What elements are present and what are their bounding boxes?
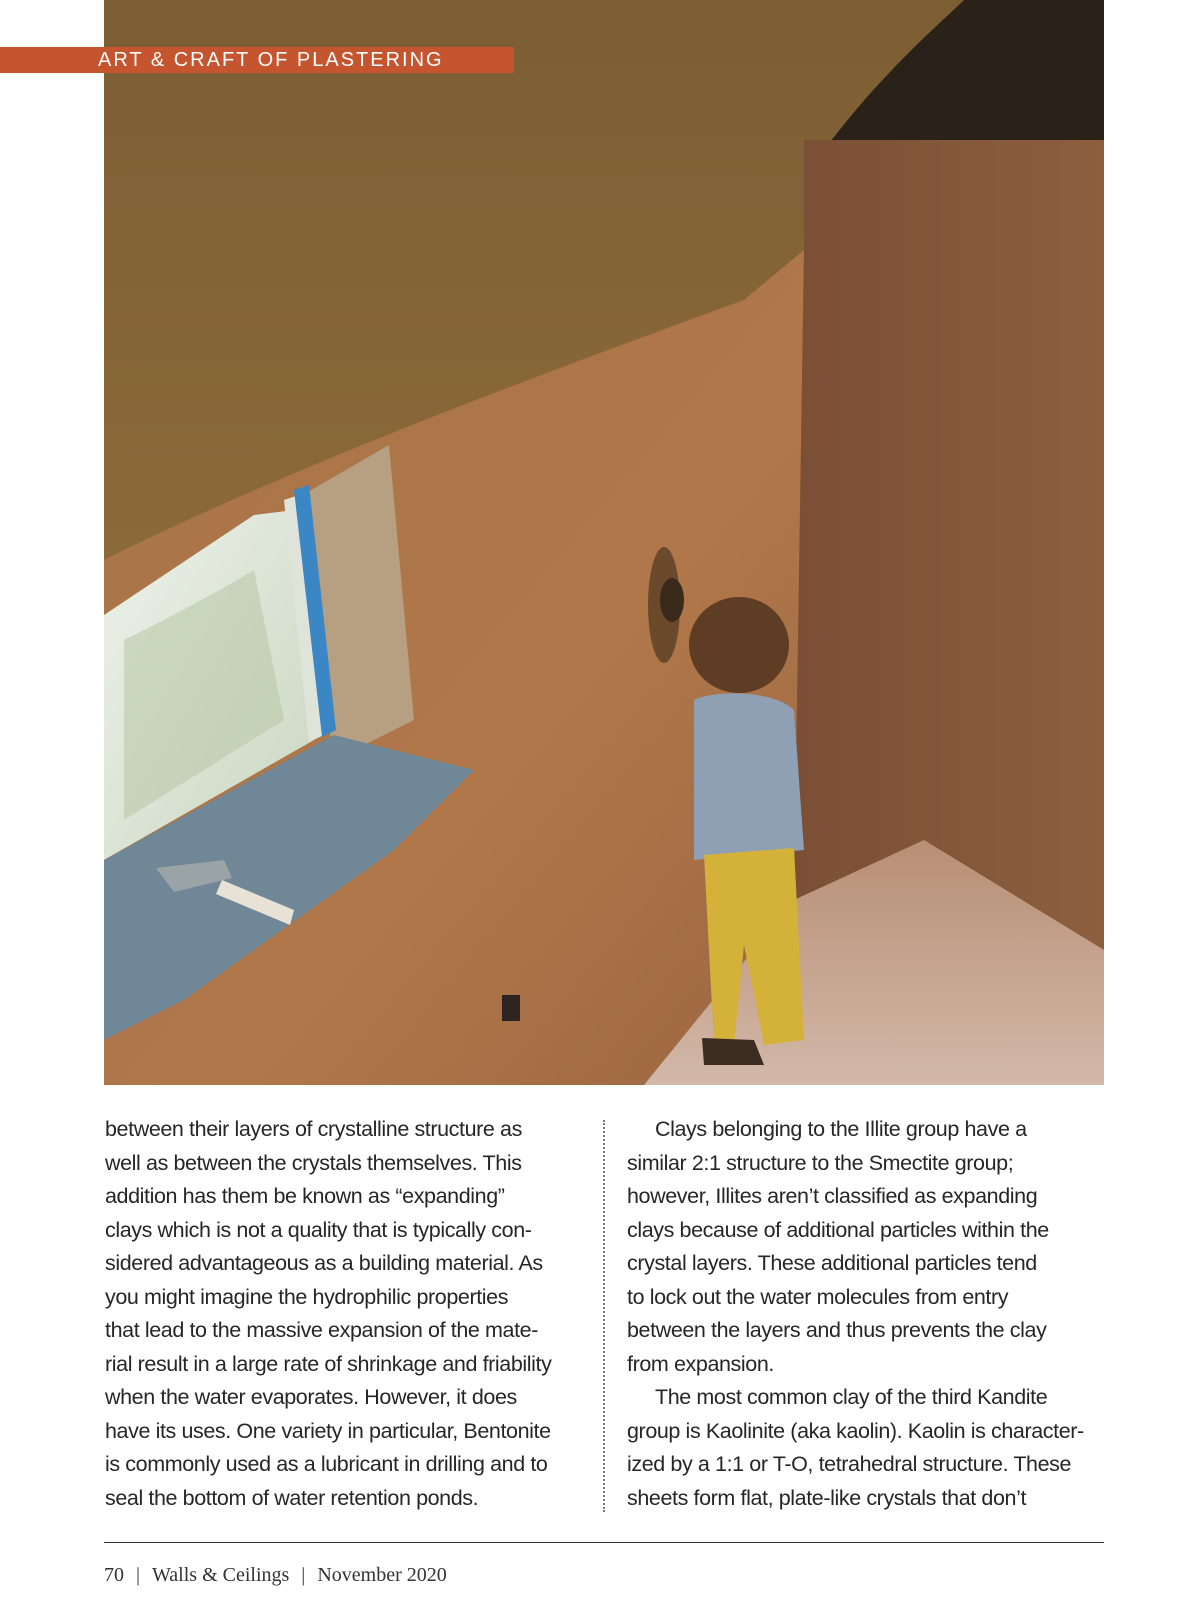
page-footer: [104, 1564, 447, 1587]
float-handle: [660, 578, 684, 622]
article-line: crystal layers. These additional particles tend: [627, 1251, 1037, 1275]
footer-separator: |: [136, 1564, 141, 1586]
publication-name: Walls & Ceilings: [152, 1564, 290, 1586]
page-number: 70: [104, 1564, 124, 1586]
article-line: that lead to the massive expansion of the mate-: [105, 1318, 538, 1342]
article-line: ized by a 1:1 or T-O, tetrahedral structure. These: [627, 1452, 1072, 1476]
article-line: between the layers and thus prevents the clay: [627, 1318, 1047, 1342]
article-line: between their layers of crystalline structure as: [105, 1117, 522, 1141]
article-line: sheets form flat, plate-like crystals that don’t: [627, 1485, 1027, 1510]
article-line: Clays belonging to the Illite group have a: [655, 1117, 1027, 1141]
photo-illustration: [104, 0, 1104, 1085]
article-line: similar 2:1 structure to the Smectite group;: [627, 1150, 1014, 1175]
article-line: clays because of additional particles within the: [627, 1217, 1049, 1242]
article-line: from expansion.: [627, 1351, 774, 1376]
wall-outlet: [502, 995, 520, 1021]
article-line: is commonly used as a lubricant in drilling and to: [105, 1452, 548, 1476]
article-line: clays which is not a quality that is typically con-: [105, 1217, 532, 1242]
article-line: however, Illites aren’t classified as expanding: [627, 1184, 1038, 1208]
article-line: when the water evaporates. However, it does: [105, 1385, 517, 1409]
column-divider: [603, 1120, 605, 1512]
article-line: well as between the crystals themselves. This: [105, 1150, 522, 1175]
article-photo: [104, 0, 1104, 1085]
issue-date: November 2020: [317, 1564, 447, 1586]
article-line: sidered advantageous as a building material. As: [105, 1251, 543, 1275]
article-line: you might imagine the hydrophilic properties: [105, 1284, 509, 1309]
side-wall: [794, 140, 1104, 950]
article-line: rial result in a large rate of shrinkage and friability: [105, 1351, 552, 1376]
footer-separator: |: [301, 1564, 306, 1586]
article-line: to lock out the water molecules from entry: [627, 1284, 1009, 1309]
child-head: [689, 597, 789, 693]
child-boots: [702, 1038, 764, 1065]
article-line: seal the bottom of water retention ponds.: [105, 1485, 479, 1510]
article-column-right: [627, 1113, 1107, 1515]
article-line: The most common clay of the third Kandite: [655, 1385, 1048, 1409]
article-column-left: [105, 1113, 585, 1515]
child-jacket: [694, 693, 804, 860]
article-line: group is Kaolinite (aka kaolin). Kaolin is character-: [627, 1418, 1084, 1443]
section-label: ART & CRAFT OF PLASTERING: [0, 47, 514, 73]
footer-rule: [104, 1542, 1104, 1543]
article-line: have its uses. One variety in particular, Bentonite: [105, 1418, 551, 1443]
article-line: addition has them be known as “expanding”: [105, 1184, 505, 1208]
